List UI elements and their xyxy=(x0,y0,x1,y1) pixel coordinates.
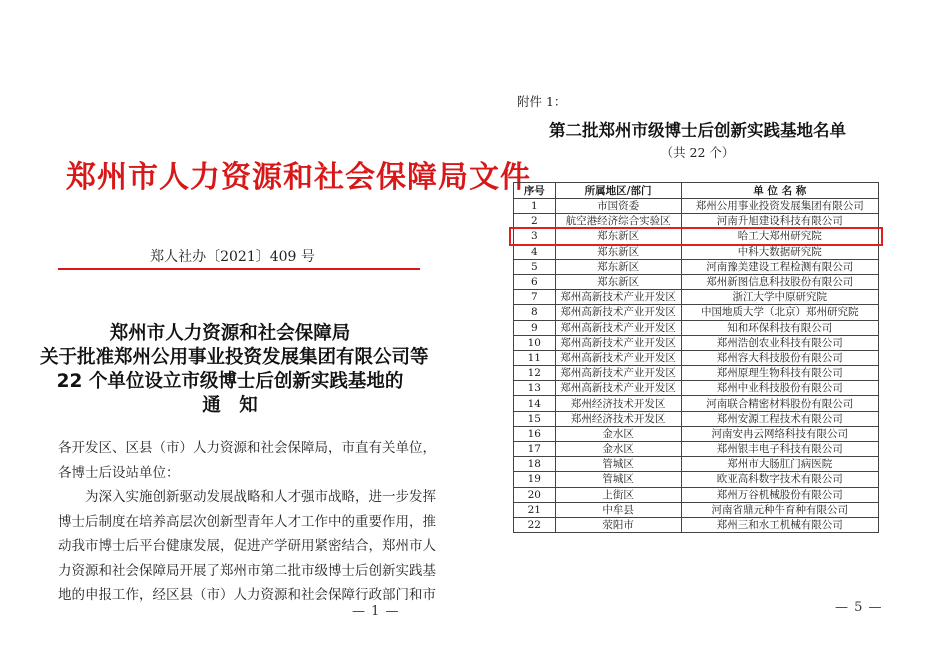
cell-serial: 5 xyxy=(514,259,556,274)
cell-serial: 10 xyxy=(514,335,556,350)
cell-unit-name: 河南豫美建设工程检测有限公司 xyxy=(681,259,878,274)
cell-unit-name: 哈工大郑州研究院 xyxy=(681,229,878,244)
cell-serial: 17 xyxy=(514,442,556,457)
table-row xyxy=(514,320,879,335)
cell-unit-name: 河南升旭建设科技有限公司 xyxy=(681,214,878,229)
cell-serial: 7 xyxy=(514,290,556,305)
cell-region: 管城区 xyxy=(555,457,681,472)
red-divider-line xyxy=(58,268,420,270)
cell-serial: 14 xyxy=(514,396,556,411)
cell-serial: 19 xyxy=(514,472,556,487)
cell-unit-name: 郑州市大肠肛门病医院 xyxy=(681,457,878,472)
body-line: 力资源和社会保障局开展了郑州市第二批市级博士后创新实践基 xyxy=(58,562,436,579)
cell-region: 荥阳市 xyxy=(555,517,681,532)
cell-unit-name: 河南联合精密材料股份有限公司 xyxy=(681,396,878,411)
table-row xyxy=(514,244,879,259)
cell-region: 郑州高新技术产业开发区 xyxy=(555,366,681,381)
body-line: 博士后制度在培养高层次创新型青年人才工作中的重要作用，推 xyxy=(58,513,436,530)
cell-region: 郑东新区 xyxy=(555,244,681,259)
cell-region: 郑州经济技术开发区 xyxy=(555,411,681,426)
cell-region: 郑州高新技术产业开发区 xyxy=(555,335,681,350)
table-row xyxy=(514,517,879,532)
body-line: 动我市博士后平台健康发展，促进产学研用紧密结合，郑州市人 xyxy=(58,538,436,554)
cell-serial: 21 xyxy=(514,502,556,517)
cell-unit-name: 郑州安源工程技术有限公司 xyxy=(681,411,878,426)
cell-region: 管城区 xyxy=(555,472,681,487)
cell-unit-name: 知和环保科技有限公司 xyxy=(681,320,878,335)
cell-serial: 9 xyxy=(514,320,556,335)
table-row xyxy=(514,411,879,426)
cell-unit-name: 郑州三和水工机械有限公司 xyxy=(681,517,878,532)
notice-title-line: 郑州市人力资源和社会保障局 xyxy=(109,323,351,344)
body-line: 各开发区、区县（市）人力资源和社会保障局，市直有关单位， xyxy=(58,440,436,456)
cell-region: 郑州高新技术产业开发区 xyxy=(555,290,681,305)
notice-body xyxy=(58,436,436,608)
cell-region: 金水区 xyxy=(555,426,681,441)
table-row xyxy=(514,199,879,214)
cell-region: 郑东新区 xyxy=(555,259,681,274)
header-unit-name: 单 位 名 称 xyxy=(681,183,878,199)
table-row xyxy=(514,259,879,274)
cell-region: 航空港经济综合实验区 xyxy=(555,214,681,229)
attachment-label: 附件 1： xyxy=(517,94,567,109)
body-line: 地的申报工作，经区县（市）人力资源和社会保障行政部门和市 xyxy=(58,587,436,603)
cell-unit-name: 郑州新图信息科技股份有限公司 xyxy=(681,274,878,289)
notice-title-line: 22 个单位设立市级博士后创新实践基地的 xyxy=(56,371,404,392)
cell-serial: 15 xyxy=(514,411,556,426)
cell-serial: 18 xyxy=(514,457,556,472)
cell-serial: 8 xyxy=(514,305,556,320)
cell-region: 郑州高新技术产业开发区 xyxy=(555,320,681,335)
cell-serial: 22 xyxy=(514,517,556,532)
table-body xyxy=(514,199,879,533)
cell-serial: 16 xyxy=(514,426,556,441)
cell-serial: 12 xyxy=(514,366,556,381)
notice-title xyxy=(40,322,429,418)
document-number: 郑人社办〔2021〕409 号 xyxy=(150,249,315,265)
header-region: 所属地区/部门 xyxy=(555,183,681,199)
table-row xyxy=(514,396,879,411)
cell-unit-name: 中科大数据研究院 xyxy=(681,244,878,259)
cell-unit-name: 河南省鼎元种牛育种有限公司 xyxy=(681,502,878,517)
notice-title-line: 关于批准郑州公用事业投资发展集团有限公司等 xyxy=(40,347,429,368)
cell-region: 郑州高新技术产业开发区 xyxy=(555,305,681,320)
table-header-row xyxy=(514,183,879,199)
cell-unit-name: 郑州银丰电子科技有限公司 xyxy=(681,442,878,457)
notice-title-line: 通 知 xyxy=(202,395,258,416)
cell-unit-name: 欧亚高科数字技术有限公司 xyxy=(681,472,878,487)
page-number: — 5 — xyxy=(835,600,883,615)
table-row xyxy=(514,472,879,487)
cell-region: 金水区 xyxy=(555,442,681,457)
cell-serial: 6 xyxy=(514,274,556,289)
body-line: 各博士后设站单位： xyxy=(58,464,180,481)
document-header-title: 郑州市人力资源和社会保障局文件 xyxy=(66,160,531,195)
table-row xyxy=(514,457,879,472)
cell-serial: 11 xyxy=(514,350,556,365)
cell-serial: 20 xyxy=(514,487,556,502)
table-row xyxy=(514,366,879,381)
cell-unit-name: 中国地质大学（北京）郑州研究院 xyxy=(681,305,878,320)
cell-unit-name: 浙江大学中原研究院 xyxy=(681,290,878,305)
cell-unit-name: 河南安冉云网络科技有限公司 xyxy=(681,426,878,441)
cell-unit-name: 郑州原理生物科技有限公司 xyxy=(681,366,878,381)
body-line: 为深入实施创新驱动发展战略和人才强市战略，进一步发挥 xyxy=(85,489,436,505)
header-serial: 序号 xyxy=(514,183,556,199)
table-row xyxy=(514,381,879,396)
cell-region: 郑州高新技术产业开发区 xyxy=(555,381,681,396)
table-row xyxy=(514,426,879,441)
cell-serial: 2 xyxy=(514,214,556,229)
cell-serial: 4 xyxy=(514,244,556,259)
cell-region: 郑东新区 xyxy=(555,274,681,289)
list-count: （共 22 个） xyxy=(660,145,735,160)
table-row xyxy=(514,274,879,289)
list-title: 第二批郑州市级博士后创新实践基地名单 xyxy=(549,121,846,140)
cell-region: 中牟县 xyxy=(555,502,681,517)
cell-region: 郑州经济技术开发区 xyxy=(555,396,681,411)
cell-unit-name: 郑州中业科技股份有限公司 xyxy=(681,381,878,396)
cell-unit-name: 郑州公用事业投资发展集团有限公司 xyxy=(681,199,878,214)
table-row xyxy=(514,305,879,320)
cell-serial: 13 xyxy=(514,381,556,396)
table-row xyxy=(514,487,879,502)
highlight-box xyxy=(509,227,883,246)
cell-region: 郑东新区 xyxy=(555,229,681,244)
cell-unit-name: 郑州容大科技股份有限公司 xyxy=(681,350,878,365)
cell-unit-name: 郑州浩创农业科技有限公司 xyxy=(681,335,878,350)
table-row xyxy=(514,502,879,517)
table-row xyxy=(514,350,879,365)
page-number: — 1 — xyxy=(352,604,400,619)
cell-serial: 3 xyxy=(514,229,556,244)
cell-region: 上街区 xyxy=(555,487,681,502)
cell-region: 郑州高新技术产业开发区 xyxy=(555,350,681,365)
right-page xyxy=(465,0,930,668)
cell-unit-name: 郑州万谷机械股份有限公司 xyxy=(681,487,878,502)
table-row xyxy=(514,290,879,305)
table-row xyxy=(514,442,879,457)
table-row xyxy=(514,335,879,350)
cell-region: 市国资委 xyxy=(555,199,681,214)
cell-serial: 1 xyxy=(514,199,556,214)
